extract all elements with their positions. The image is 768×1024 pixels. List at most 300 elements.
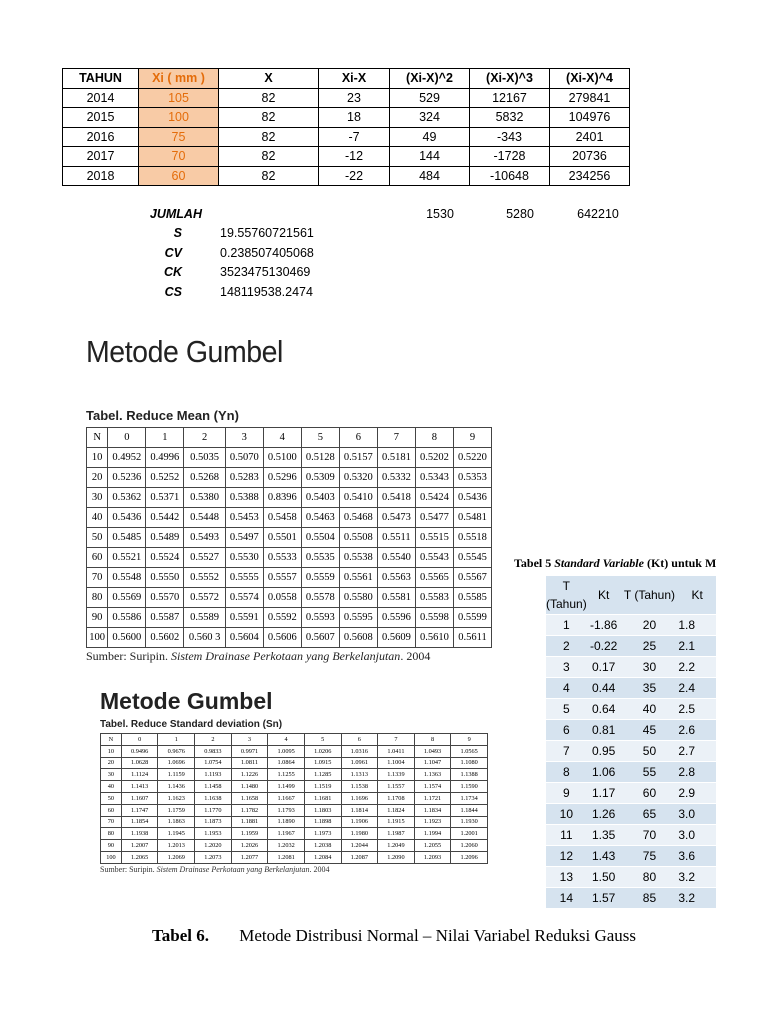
ref-cell: 0.5610 — [415, 628, 453, 648]
stat-value: 148119538.2474 — [220, 284, 313, 299]
kt-title: Tabel 5 Standard Variable (Kt) untuk M — [514, 556, 717, 570]
calc-cell: 2016 — [63, 127, 139, 147]
kt-cell: 70 — [621, 825, 679, 846]
ref-row — [87, 488, 492, 508]
ref-header-cell: 1 — [146, 428, 184, 448]
ref-cell: 1.0316 — [341, 745, 378, 757]
ref-cell: 0.5481 — [453, 508, 491, 528]
ref-cell: 0.5410 — [339, 488, 377, 508]
calc-cell: 82 — [219, 166, 319, 186]
ref-cell: 1.0915 — [304, 757, 341, 769]
ref-cell: 1.2065 — [121, 851, 158, 863]
kt-cell: 45 — [621, 720, 679, 741]
kt-cell: 9 — [546, 783, 587, 804]
ref-cell: 20 — [87, 468, 108, 488]
ref-cell: 1.1793 — [268, 804, 305, 816]
ref-cell: 1.1480 — [231, 781, 268, 793]
ref-cell: 0.5592 — [263, 608, 301, 628]
gumbel-yn-title: Metode Gumbel — [86, 334, 283, 369]
kt-row — [546, 741, 716, 762]
kt-cell: -0.22 — [587, 636, 621, 657]
ref-cell: 1.1803 — [304, 804, 341, 816]
calc-cell: 2401 — [550, 127, 630, 147]
ref-cell: 0.5320 — [339, 468, 377, 488]
stat-row — [120, 226, 420, 246]
sn-table — [100, 733, 488, 864]
stats-block — [120, 226, 420, 304]
ref-cell: 1.1994 — [414, 828, 451, 840]
kt-cell: 55 — [621, 762, 679, 783]
calc-cell: 18 — [319, 108, 390, 128]
kt-cell: 1.50 — [587, 867, 621, 888]
ref-cell: 0.5493 — [184, 528, 225, 548]
ref-row — [87, 468, 492, 488]
ref-cell: 1.2049 — [378, 840, 415, 852]
ref-cell: 1.1980 — [341, 828, 378, 840]
ref-cell: 10 — [87, 448, 108, 468]
tabel6-caption — [152, 926, 636, 946]
ref-cell: 1.1193 — [195, 769, 232, 781]
ref-cell: 0.5477 — [415, 508, 453, 528]
ref-cell: 1.1388 — [451, 769, 488, 781]
ref-cell: 1.1782 — [231, 804, 268, 816]
ref-row — [101, 828, 488, 840]
ref-cell: 0.5463 — [301, 508, 339, 528]
gumbel-yn-panel — [86, 334, 498, 664]
calc-cell: -10648 — [470, 166, 550, 186]
ref-cell: 1.0961 — [341, 757, 378, 769]
ref-row — [101, 781, 488, 793]
ref-cell: 1.1814 — [341, 804, 378, 816]
kt-cell: 7 — [546, 741, 587, 762]
ref-header-row — [87, 428, 492, 448]
ref-cell: 1.1313 — [341, 769, 378, 781]
ref-cell: 1.1759 — [158, 804, 195, 816]
kt-cell: 65 — [621, 804, 679, 825]
kt-cell: 11 — [546, 825, 587, 846]
ref-cell: 30 — [101, 769, 122, 781]
ref-cell: 0.5552 — [184, 568, 225, 588]
ref-cell: 0.5070 — [225, 448, 263, 468]
ref-cell: 0.8396 — [263, 488, 301, 508]
ref-cell: 0.5567 — [453, 568, 491, 588]
ref-cell: 0.5600 — [108, 628, 146, 648]
ref-cell: 1.1658 — [231, 792, 268, 804]
ref-cell: 0.5606 — [263, 628, 301, 648]
kt-cell: 2.2 — [678, 657, 716, 678]
ref-header-cell: 3 — [231, 734, 268, 746]
kt-row — [546, 720, 716, 741]
ref-cell: 1.1881 — [231, 816, 268, 828]
ref-cell: 1.1436 — [158, 781, 195, 793]
kt-cell: 0.95 — [587, 741, 621, 762]
kt-cell: 0.44 — [587, 678, 621, 699]
ref-cell: 0.9676 — [158, 745, 195, 757]
ref-cell: 1.1339 — [378, 769, 415, 781]
ref-cell: 1.1681 — [304, 792, 341, 804]
ref-cell: 1.2032 — [268, 840, 305, 852]
ref-cell: 1.2087 — [341, 851, 378, 863]
ref-cell: 0.5268 — [184, 468, 225, 488]
yn-source: Sumber: Suripin. Sistem Drainase Perkotaan yang Berkelanjutan. 2004 — [86, 649, 431, 663]
ref-cell: 1.1538 — [341, 781, 378, 793]
calc-cell: 75 — [139, 127, 219, 147]
kt-header-cell: T (Tahun) — [546, 576, 587, 615]
ref-cell: 1.2090 — [378, 851, 415, 863]
calc-cell: 12167 — [470, 88, 550, 108]
ref-cell: 0.5128 — [301, 448, 339, 468]
stat-label: CV — [164, 245, 182, 260]
ref-cell: 1.1721 — [414, 792, 451, 804]
kt-cell: 6 — [546, 720, 587, 741]
ref-row — [101, 757, 488, 769]
ref-cell: 0.5332 — [377, 468, 415, 488]
jumlah-row — [0, 207, 768, 223]
ref-cell: 1.2069 — [158, 851, 195, 863]
ref-cell: 1.2096 — [451, 851, 488, 863]
kt-cell: 2.8 — [678, 762, 716, 783]
source-book: Sistem Drainase Perkotaan yang Berkelanjutan — [171, 649, 401, 663]
calc-cell: 82 — [219, 88, 319, 108]
ref-cell: 0.5458 — [263, 508, 301, 528]
ref-cell: 1.2060 — [451, 840, 488, 852]
ref-cell: 0.5540 — [377, 548, 415, 568]
ref-cell: 0.5581 — [377, 588, 415, 608]
ref-cell: 0.5570 — [146, 588, 184, 608]
kt-panel — [512, 556, 717, 905]
ref-cell: 1.1667 — [268, 792, 305, 804]
ref-cell: 1.0095 — [268, 745, 305, 757]
kt-row — [546, 846, 716, 867]
ref-cell: 0.5578 — [301, 588, 339, 608]
kt-row — [546, 888, 716, 909]
ref-cell: 1.1906 — [341, 816, 378, 828]
ref-cell: 1.1557 — [378, 781, 415, 793]
ref-cell: 90 — [101, 840, 122, 852]
ref-header-cell: 4 — [263, 428, 301, 448]
ref-cell: 1.1499 — [268, 781, 305, 793]
kt-cell: 85 — [621, 888, 679, 909]
ref-header-cell: 8 — [415, 428, 453, 448]
ref-header-cell: N — [101, 734, 122, 746]
ref-cell: 1.1363 — [414, 769, 451, 781]
ref-cell: 0.5353 — [453, 468, 491, 488]
ref-header-cell: N — [87, 428, 108, 448]
ref-cell: 0.5569 — [108, 588, 146, 608]
ref-cell: 0.5035 — [184, 448, 225, 468]
calc-cell: 70 — [139, 147, 219, 167]
kt-cell: 1.17 — [587, 783, 621, 804]
ref-cell: 0.5343 — [415, 468, 453, 488]
kt-cell: 2.1 — [678, 636, 716, 657]
stat-row — [120, 265, 420, 285]
calc-cell: 82 — [219, 127, 319, 147]
calc-cell: -7 — [319, 127, 390, 147]
ref-row — [101, 851, 488, 863]
ref-cell: 0.5565 — [415, 568, 453, 588]
kt-cell: 3.2 — [678, 888, 716, 909]
ref-cell: 0.5533 — [263, 548, 301, 568]
ref-cell: 60 — [101, 804, 122, 816]
ref-cell: 1.1834 — [414, 804, 451, 816]
ref-header-cell: 6 — [341, 734, 378, 746]
ref-cell: 0.5436 — [108, 508, 146, 528]
kt-cell: 75 — [621, 846, 679, 867]
ref-cell: 0.5548 — [108, 568, 146, 588]
ref-cell: 70 — [87, 568, 108, 588]
tabel6-title: Metode Distribusi Normal – Nilai Variabel Reduksi Gauss — [239, 926, 637, 945]
calc-cell: 2018 — [63, 166, 139, 186]
calc-cell: 100 — [139, 108, 219, 128]
ref-cell: 0.9833 — [195, 745, 232, 757]
ref-cell: 0.5100 — [263, 448, 301, 468]
ref-cell: 1.2020 — [195, 840, 232, 852]
calc-cell: 529 — [390, 88, 470, 108]
sn-table-title: Tabel. Reduce Standard deviation (Sn) — [100, 719, 283, 730]
kt-cell: 4 — [546, 678, 587, 699]
kt-cell: 50 — [621, 741, 679, 762]
kt-header-cell: Kt — [678, 576, 716, 615]
ref-cell: 0.5453 — [225, 508, 263, 528]
ref-cell: 1.2013 — [158, 840, 195, 852]
ref-row — [101, 840, 488, 852]
ref-header-cell: 9 — [453, 428, 491, 448]
ref-cell: 1.1938 — [121, 828, 158, 840]
kt-cell: 2.6 — [678, 720, 716, 741]
ref-cell: 0.5559 — [301, 568, 339, 588]
kt-row — [546, 867, 716, 888]
ref-cell: 0.5611 — [453, 628, 491, 648]
ref-cell: 70 — [101, 816, 122, 828]
kt-row — [546, 825, 716, 846]
ref-cell: 1.1923 — [414, 816, 451, 828]
ref-cell: 1.0628 — [121, 757, 158, 769]
ref-cell: 0.4952 — [108, 448, 146, 468]
ref-cell: 0.5524 — [146, 548, 184, 568]
kt-table — [546, 576, 716, 909]
ref-cell: 1.1047 — [414, 757, 451, 769]
kt-cell: 1.06 — [587, 762, 621, 783]
calc-cell: 234256 — [550, 166, 630, 186]
ref-cell: 80 — [101, 828, 122, 840]
ref-cell: 1.1696 — [341, 792, 378, 804]
kt-cell: 80 — [621, 867, 679, 888]
kt-row — [546, 657, 716, 678]
kt-cell: 40 — [621, 699, 679, 720]
ref-cell: 0.5388 — [225, 488, 263, 508]
ref-header-cell: 7 — [378, 734, 415, 746]
kt-cell: 3.6 — [678, 846, 716, 867]
ref-cell: 0.5604 — [225, 628, 263, 648]
ref-cell: 1.1967 — [268, 828, 305, 840]
ref-cell: 0.5580 — [339, 588, 377, 608]
ref-cell: 1.1226 — [231, 769, 268, 781]
calc-header-cell: X — [219, 69, 319, 89]
ref-cell: 80 — [87, 588, 108, 608]
ref-header-row — [101, 734, 488, 746]
kt-cell: 1.26 — [587, 804, 621, 825]
tabel6-label: Tabel 6. — [152, 926, 210, 945]
calc-cell: 82 — [219, 147, 319, 167]
jumlah-quad: 642210 — [577, 207, 619, 221]
ref-cell: 1.1590 — [451, 781, 488, 793]
calc-cell: 23 — [319, 88, 390, 108]
kt-cell: 3.0 — [678, 825, 716, 846]
calc-header-cell: (Xi-X)^2 — [390, 69, 470, 89]
calc-row — [63, 108, 630, 128]
calc-header-row — [63, 69, 630, 89]
ref-cell: 0.5593 — [301, 608, 339, 628]
ref-header-cell: 2 — [184, 428, 225, 448]
ref-cell: 60 — [87, 548, 108, 568]
kt-row — [546, 678, 716, 699]
ref-cell: 0.5574 — [225, 588, 263, 608]
ref-cell: 1.2077 — [231, 851, 268, 863]
kt-cell: 2.7 — [678, 741, 716, 762]
kt-cell: 25 — [621, 636, 679, 657]
kt-cell: 5 — [546, 699, 587, 720]
ref-cell: 0.5583 — [415, 588, 453, 608]
ref-cell: 1.0811 — [231, 757, 268, 769]
ref-cell: 50 — [87, 528, 108, 548]
ref-cell: 1.1458 — [195, 781, 232, 793]
ref-cell: 0.5543 — [415, 548, 453, 568]
calc-cell: -343 — [470, 127, 550, 147]
calc-cell: 144 — [390, 147, 470, 167]
ref-cell: 1.1945 — [158, 828, 195, 840]
ref-cell: 0.5608 — [339, 628, 377, 648]
ref-header-cell: 7 — [377, 428, 415, 448]
kt-row — [546, 615, 716, 636]
ref-cell: 0.5371 — [146, 488, 184, 508]
kt-row — [546, 636, 716, 657]
ref-cell: 0.5609 — [377, 628, 415, 648]
stat-value: 0.238507405068 — [220, 245, 314, 260]
ref-cell: 1.1747 — [121, 804, 158, 816]
ref-cell: 1.1844 — [451, 804, 488, 816]
ref-cell: 1.2055 — [414, 840, 451, 852]
ref-cell: 1.1004 — [378, 757, 415, 769]
ref-cell: 0.5497 — [225, 528, 263, 548]
ref-cell: 0.5555 — [225, 568, 263, 588]
ref-cell: 1.2001 — [451, 828, 488, 840]
calc-header-cell: Xi ( mm ) — [139, 69, 219, 89]
ref-cell: 1.0754 — [195, 757, 232, 769]
ref-cell: 30 — [87, 488, 108, 508]
ref-cell: 40 — [87, 508, 108, 528]
ref-row — [87, 528, 492, 548]
calc-cell: 20736 — [550, 147, 630, 167]
ref-cell: 0.5501 — [263, 528, 301, 548]
kt-cell: 12 — [546, 846, 587, 867]
ref-cell: 1.2026 — [231, 840, 268, 852]
ref-row — [101, 792, 488, 804]
ref-cell: 1.2038 — [304, 840, 341, 852]
kt-cell: 1.57 — [587, 888, 621, 909]
calc-cell: 82 — [219, 108, 319, 128]
ref-cell: 1.1124 — [121, 769, 158, 781]
ref-cell: 1.1973 — [304, 828, 341, 840]
kt-cell: 2 — [546, 636, 587, 657]
ref-cell: 1.1930 — [451, 816, 488, 828]
ref-cell: 0.5518 — [453, 528, 491, 548]
ref-cell: 1.0696 — [158, 757, 195, 769]
ref-header-cell: 8 — [414, 734, 451, 746]
ref-cell: 0.5489 — [146, 528, 184, 548]
calc-cell: -22 — [319, 166, 390, 186]
kt-cell: 35 — [621, 678, 679, 699]
kt-cell: 60 — [621, 783, 679, 804]
ref-cell: 1.2081 — [268, 851, 305, 863]
ref-cell: 0.5572 — [184, 588, 225, 608]
ref-cell: 0.5607 — [301, 628, 339, 648]
ref-cell: 0.5591 — [225, 608, 263, 628]
ref-cell: 0.4996 — [146, 448, 184, 468]
kt-cell: 30 — [621, 657, 679, 678]
calc-cell: 484 — [390, 166, 470, 186]
ref-row — [87, 568, 492, 588]
ref-cell: 0.5403 — [301, 488, 339, 508]
ref-cell: 1.0411 — [378, 745, 415, 757]
ref-cell: 0.5424 — [415, 488, 453, 508]
ref-cell: 1.1959 — [231, 828, 268, 840]
ref-cell: 1.0864 — [268, 757, 305, 769]
calc-cell: -12 — [319, 147, 390, 167]
ref-cell: 1.1987 — [378, 828, 415, 840]
ref-cell: 1.1285 — [304, 769, 341, 781]
ref-row — [87, 608, 492, 628]
ref-cell: 1.1708 — [378, 792, 415, 804]
ref-row — [101, 816, 488, 828]
ref-header-cell: 0 — [108, 428, 146, 448]
ref-cell: 0.5538 — [339, 548, 377, 568]
sn-source: Sumber: Suripin. Sistem Drainase Perkotaan yang Berkelanjutan. 2004 — [100, 864, 330, 874]
calc-cell: 2014 — [63, 88, 139, 108]
kt-cell: 1.35 — [587, 825, 621, 846]
ref-cell: 1.1734 — [451, 792, 488, 804]
ref-cell: 1.1638 — [195, 792, 232, 804]
ref-cell: 50 — [101, 792, 122, 804]
kt-cell: 0.81 — [587, 720, 621, 741]
ref-cell: 1.2044 — [341, 840, 378, 852]
jumlah-cube: 5280 — [506, 207, 534, 221]
ref-row — [87, 548, 492, 568]
ref-cell: 0.5309 — [301, 468, 339, 488]
ref-cell: 1.1607 — [121, 792, 158, 804]
ref-cell: 0.9971 — [231, 745, 268, 757]
stat-row — [120, 246, 420, 266]
ref-cell: 0.5202 — [415, 448, 453, 468]
calc-header-cell: TAHUN — [63, 69, 139, 89]
kt-cell: 14 — [546, 888, 587, 909]
ref-header-cell: 0 — [121, 734, 158, 746]
ref-cell: 1.1519 — [304, 781, 341, 793]
stat-label: CK — [163, 265, 182, 279]
kt-cell: 2.5 — [678, 699, 716, 720]
ref-cell: 0.5563 — [377, 568, 415, 588]
ref-header-cell: 6 — [339, 428, 377, 448]
ref-cell: 1.1574 — [414, 781, 451, 793]
ref-cell: 20 — [101, 757, 122, 769]
ref-row — [101, 804, 488, 816]
ref-cell: 1.0493 — [414, 745, 451, 757]
ref-cell: 1.1824 — [378, 804, 415, 816]
ref-cell: 0.5596 — [377, 608, 415, 628]
ref-cell: 0.5561 — [339, 568, 377, 588]
ref-cell: 100 — [101, 851, 122, 863]
ref-cell: 0.5220 — [453, 448, 491, 468]
ref-cell: 0.5485 — [108, 528, 146, 548]
